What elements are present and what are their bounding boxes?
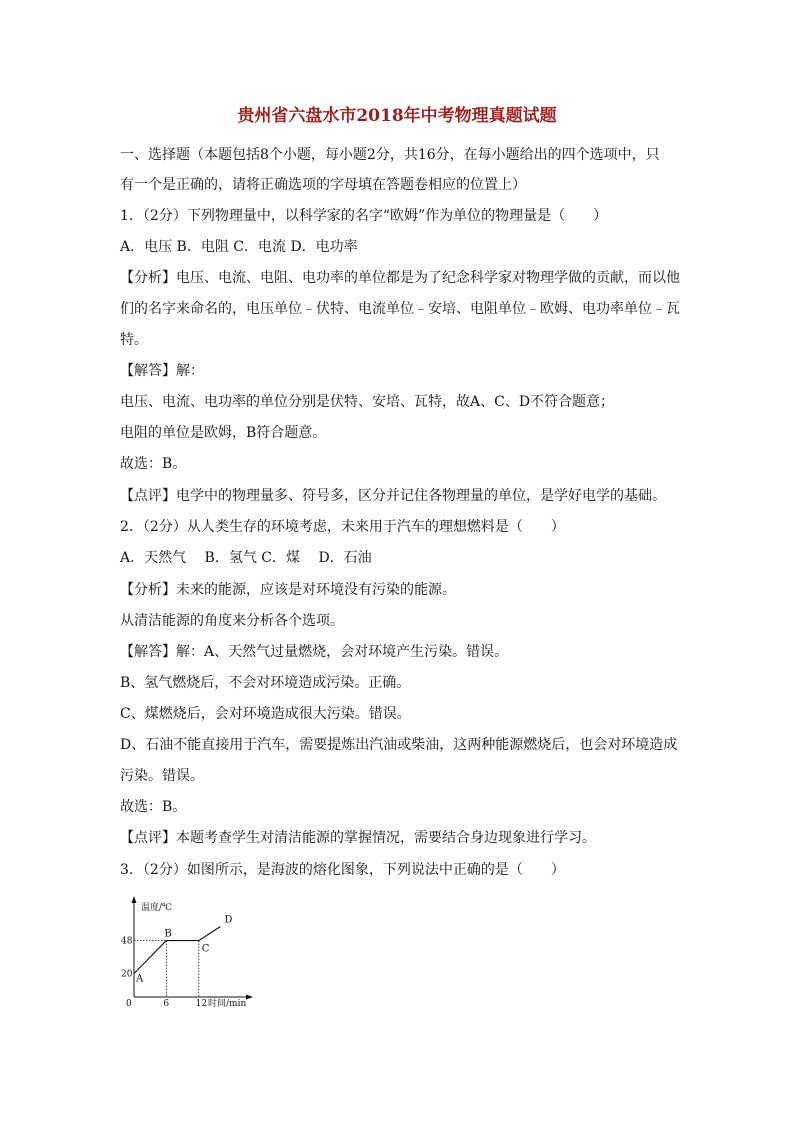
q3-stem: 3．（2分）如图所示，是海波的熔化图象，下列说法中正确的是（ ）	[120, 862, 565, 878]
q2-options: A．天然气 B．氢气 C．煤 D．石油	[120, 550, 372, 566]
point-label-D: D	[224, 914, 233, 926]
q2-answer-1: 【解答】解：A、天然气过量燃烧，会对环境产生污染。错误。	[120, 644, 509, 660]
q1-analysis-2: 们的名字来命名的，电压单位﹣伏特、电流单位﹣安培、电阻单位﹣欧姆、电功率单位﹣瓦	[120, 301, 680, 317]
q1-options: A．电压 B．电阻 C．电流 D．电功率	[120, 239, 358, 255]
melting-curve-chart	[112, 893, 260, 1011]
q2-answer-4: D、石油不能直接用于汽车，需要提炼出汽油或柴油，这两种能源燃烧后，也会对环境造成	[120, 737, 678, 753]
q1-analysis-1: 【分析】电压、电流、电阻、电功率的单位都是为了纪念科学家对物理学做的贡献，而以他	[120, 270, 680, 286]
q1-analysis-3: 特。	[120, 332, 148, 348]
q2-answer-5: 污染。错误。	[120, 768, 204, 784]
section-intro-line-2: 有一个是正确的，请将正确选项的字母填在答题卷相应的位置上）	[120, 177, 526, 193]
q1-stem: 1．（2分）下列物理量中，以科学家的名字“欧姆”作为单位的物理量是（ ）	[120, 208, 608, 224]
q1-answer-head: 【解答】解：	[120, 363, 204, 379]
point-label-B: B	[164, 928, 172, 940]
point-label-A: A	[136, 973, 144, 985]
q1-comment: 【点评】电学中的物理量多、符号多，区分并记住各物理量的单位，是学好电学的基础。	[120, 488, 666, 504]
q2-answer-3: C、煤燃烧后，会对环境造成很大污染。错误。	[120, 706, 411, 722]
q2-answer-2: B、氢气燃烧后，不会对环境造成污染。正确。	[120, 675, 411, 691]
q2-choice: 故选：B。	[120, 799, 187, 815]
x-tick-label-6: 6	[163, 999, 170, 1009]
x-tick-label-0: 0	[126, 999, 132, 1009]
q1-choice: 故选：B。	[120, 456, 187, 472]
q2-analysis-1: 【分析】未来的能源，应该是对环境没有污染的能源。	[120, 582, 456, 598]
y-axis-arrow	[132, 896, 137, 903]
point-label-C: C	[201, 943, 210, 955]
q1-answer-2: 电阻的单位是欧姆，B符合题意。	[120, 425, 327, 441]
q1-answer-1: 电压、电流、电功率的单位分别是伏特、安培、瓦特，故A、C、D不符合题意；	[120, 394, 615, 410]
y-axis-label: 温度/℃	[141, 903, 173, 913]
q2-comment: 【点评】本题考查学生对清洁能源的掌握情况，需要结合身边现象进行学习。	[120, 830, 596, 846]
section-intro-line-1: 一、选择题（本题包括8个小题，每小题2分，共16分，在每小题给出的四个选项中，只	[120, 147, 660, 163]
y-tick-label-48: 48	[121, 936, 133, 947]
y-tick-label-20: 20	[121, 969, 133, 980]
page-title: 贵州省六盘水市2018年中考物理真题试题	[237, 106, 557, 126]
x-tick-label-12: 12	[195, 999, 208, 1009]
q2-analysis-2: 从清洁能源的角度来分析各个选项。	[120, 613, 344, 629]
x-axis-label: 时间/min	[208, 999, 247, 1009]
q2-stem: 2．（2分）从人类生存的环境考虑，未来用于汽车的理想燃料是（ ）	[120, 519, 565, 535]
x-axis-arrow	[246, 995, 253, 1000]
